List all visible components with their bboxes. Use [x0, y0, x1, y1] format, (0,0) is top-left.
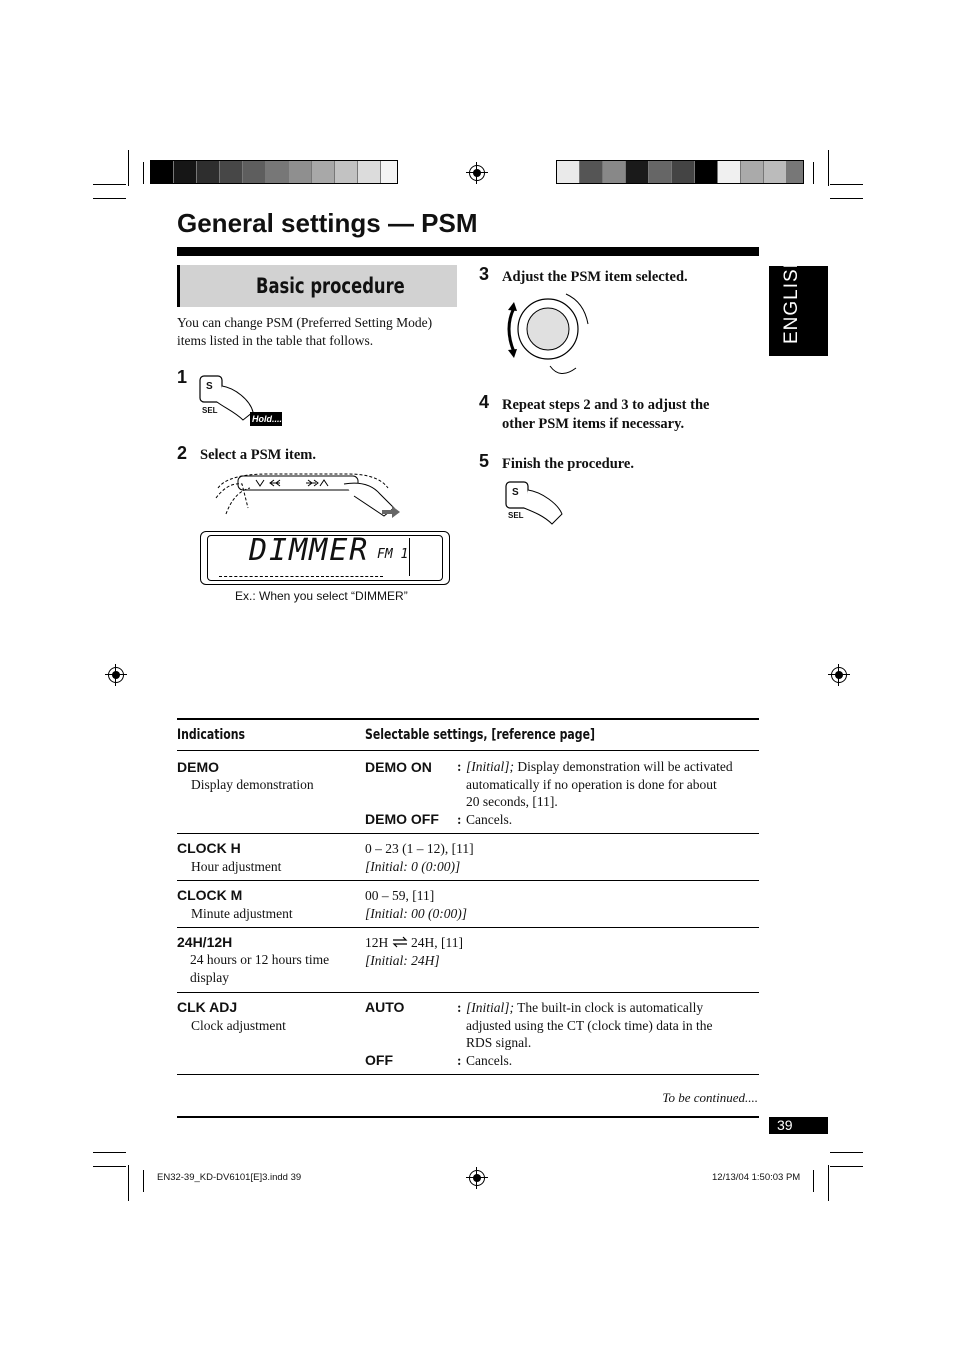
step-5-text: Finish the procedure. — [502, 456, 634, 472]
row-demo-off-text: Cancels. — [466, 812, 513, 827]
step-4-text-line1: Repeat steps 2 and 3 to adjust the — [502, 397, 710, 413]
row-demo-setting-on: DEMO ON — [365, 759, 432, 775]
colon: : — [457, 812, 462, 827]
colon: : — [457, 759, 462, 774]
row-24h-value: 12H 24H, [11] — [365, 935, 463, 950]
intro-text: You can change PSM (Preferred Setting Mode) items listed in the table that follows. — [177, 315, 433, 348]
table-top-rule — [177, 718, 759, 720]
step-3-number: 3 — [479, 264, 490, 284]
row-demo-on-text: [Initial]; Display demonstration will be activated automatically if no operation is done for about 20 seconds, [11]. — [466, 759, 733, 809]
step-2-number: 2 — [177, 443, 188, 463]
row-clockm-initial: [Initial: 00 (0:00)] — [365, 906, 467, 921]
row-24h-initial: [Initial: 24H] — [365, 953, 440, 968]
to-be-continued: To be continued.... — [662, 1090, 758, 1105]
row-clkadj-setting-off: OFF — [365, 1052, 393, 1068]
row-clockh-initial: [Initial: 0 (0:00)] — [365, 859, 461, 874]
row-24h-description-line1: 24 hours or 12 hours time — [190, 952, 330, 967]
row-clockm-indication: CLOCK M — [177, 887, 243, 903]
row-rule — [177, 833, 759, 834]
sel-button-sel-label-2: SEL — [508, 511, 524, 520]
row-clockh-value: 0 – 23 (1 – 12), [11] — [365, 841, 474, 856]
toggle-arrows-icon — [392, 936, 408, 948]
table-header-settings: Selectable settings, [reference page] — [365, 727, 595, 743]
display-text: DIMMER — [249, 533, 370, 568]
colon: : — [457, 1000, 462, 1015]
row-clockh-description: Hour adjustment — [191, 859, 282, 874]
row-demo-indication: DEMO — [177, 759, 219, 775]
colon: : — [457, 1053, 462, 1068]
row-clkadj-auto-text: [Initial]; The built-in clock is automatically adjusted using the CT (clock time) data in the RDS signal. — [466, 1000, 713, 1050]
basic-procedure-heading: Basic procedure — [256, 274, 405, 298]
registration-mark-icon — [831, 667, 847, 683]
display-band: FM 1 — [377, 547, 409, 562]
registration-mark-icon — [108, 667, 124, 683]
table-header-indications: Indications — [177, 727, 245, 743]
page-title: General settings — PSM — [177, 208, 478, 238]
title-rule — [177, 247, 759, 256]
step-1-number: 1 — [177, 367, 188, 387]
table-header-rule — [177, 750, 759, 751]
row-24h-indication: 24H/12H — [177, 934, 233, 950]
control-dial-icon — [500, 288, 595, 383]
page-number-tab — [769, 1117, 828, 1134]
hold-label: Hold.... — [252, 414, 282, 424]
step-5-number: 5 — [479, 451, 490, 471]
display-caption: Ex.: When you select “DIMMER” — [235, 589, 408, 603]
page-bottom-rule — [177, 1116, 759, 1118]
row-rule — [177, 992, 759, 993]
step-2-text: Select a PSM item. — [200, 447, 316, 463]
step-4-number: 4 — [479, 392, 490, 412]
row-rule — [177, 880, 759, 881]
row-demo-setting-off: DEMO OFF — [365, 811, 439, 827]
sel-button-press-illustration — [502, 478, 572, 530]
footer-timestamp: 12/13/04 1:50:03 PM — [712, 1172, 801, 1183]
language-tab-label: ENGLISH — [781, 253, 802, 344]
row-clkadj-indication: CLK ADJ — [177, 999, 238, 1015]
table-bottom-rule — [177, 1074, 759, 1075]
sel-button-s-label-2: S — [512, 487, 519, 498]
row-24h-description-line2: display — [190, 970, 229, 985]
step-4-text-line2: other PSM items if necessary. — [502, 416, 685, 432]
page-number: 39 — [777, 1117, 793, 1133]
registration-mark-icon — [469, 1170, 485, 1186]
row-demo-description: Display demonstration — [191, 777, 314, 792]
step-3-text: Adjust the PSM item selected. — [502, 269, 688, 285]
language-tab — [769, 253, 828, 356]
select-item-buttons-illustration — [198, 468, 408, 524]
row-clockm-description: Minute adjustment — [191, 906, 293, 921]
row-clockm-value: 00 – 59, [11] — [365, 888, 435, 903]
basic-procedure-heading-box — [177, 265, 457, 307]
footer-file: EN32-39_KD-DV6101[E]3.indd 39 — [157, 1172, 302, 1183]
registration-mark-icon — [469, 165, 485, 181]
row-clockh-indication: CLOCK H — [177, 840, 241, 856]
sel-button-s-label: S — [206, 381, 213, 392]
row-clkadj-description: Clock adjustment — [191, 1018, 286, 1033]
row-clkadj-setting-auto: AUTO — [365, 999, 405, 1015]
row-clkadj-off-text: Cancels. — [466, 1053, 513, 1068]
row-rule — [177, 927, 759, 928]
display-panel — [200, 531, 450, 585]
sel-button-sel-label: SEL — [202, 406, 218, 415]
